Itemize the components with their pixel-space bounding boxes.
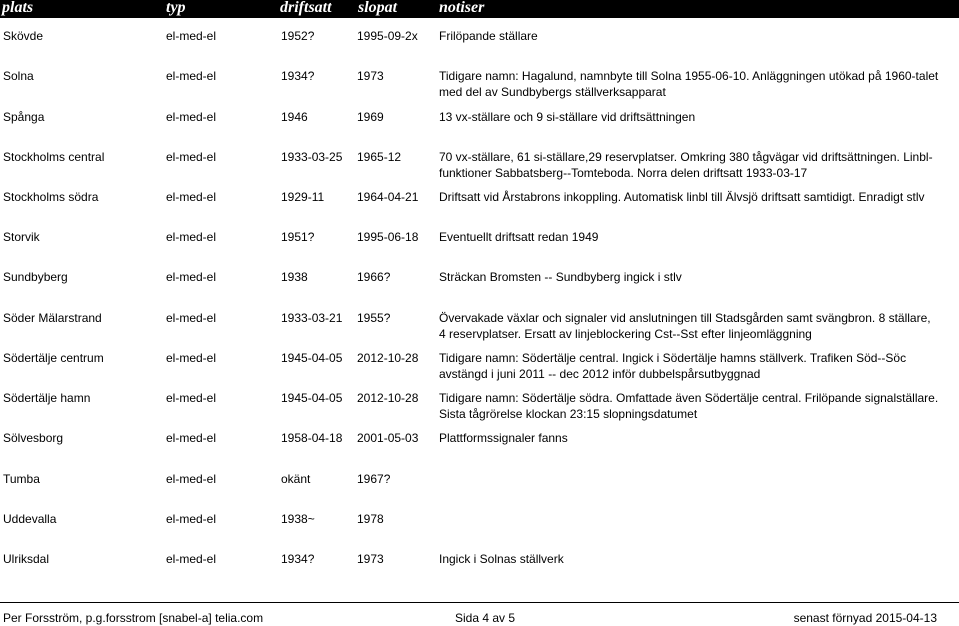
cell-slopat: 1973 bbox=[357, 69, 384, 83]
cell-driftsatt: 1929-11 bbox=[281, 190, 325, 204]
cell-slopat: 1978 bbox=[357, 512, 384, 526]
cell-plats: Skövde bbox=[3, 29, 44, 43]
cell-driftsatt: 1934? bbox=[281, 552, 315, 566]
cell-driftsatt: 1933-03-25 bbox=[281, 150, 343, 164]
footer-updated-date: senast förnyad 2015-04-13 bbox=[793, 611, 937, 625]
cell-notiser: Plattformssignaler fanns bbox=[439, 431, 568, 445]
cell-notiser: Tidigare namn: Södertälje central. Ingick i Södertälje hamns ställverk. Trafiken Söd--Söc avstängd i juni 2011 -- dec 2012 inför dubbelspårsutbyggnad bbox=[439, 351, 907, 381]
cell-slopat: 1965-12 bbox=[357, 150, 402, 164]
cell-plats: Sundbyberg bbox=[3, 270, 68, 284]
cell-notiser: Ingick i Solnas ställverk bbox=[439, 552, 564, 566]
header-driftsatt: driftsatt bbox=[280, 0, 332, 16]
cell-driftsatt: 1933-03-21 bbox=[281, 311, 343, 325]
cell-plats: Storvik bbox=[3, 230, 40, 244]
cell-typ: el-med-el bbox=[166, 351, 217, 365]
cell-slopat: 2001-05-03 bbox=[357, 431, 419, 445]
cell-plats: Södertälje hamn bbox=[3, 391, 91, 405]
cell-typ: el-med-el bbox=[166, 512, 217, 526]
cell-driftsatt: 1945-04-05 bbox=[281, 351, 343, 365]
cell-plats: Spånga bbox=[3, 110, 45, 124]
cell-slopat: 1955? bbox=[357, 311, 391, 325]
cell-slopat: 1995-09-2x bbox=[357, 29, 418, 43]
footer-author: Per Forsström, p.g.forsstrom [snabel-a] telia.com bbox=[3, 611, 264, 625]
cell-typ: el-med-el bbox=[166, 431, 217, 445]
cell-typ: el-med-el bbox=[166, 150, 217, 164]
table-header bbox=[0, 0, 959, 18]
cell-typ: el-med-el bbox=[166, 29, 217, 43]
cell-slopat: 1966? bbox=[357, 270, 391, 284]
cell-slopat: 2012-10-28 bbox=[357, 391, 419, 405]
cell-notiser: Tidigare namn: Södertälje södra. Omfattade även Södertälje central. Frilöpande signalställare. Sista tågrörelse klockan 23:15 slopningsdatumet bbox=[439, 391, 939, 421]
cell-typ: el-med-el bbox=[166, 230, 217, 244]
cell-typ: el-med-el bbox=[166, 472, 217, 486]
cell-driftsatt: 1952? bbox=[281, 29, 315, 43]
cell-notiser: Eventuellt driftsatt redan 1949 bbox=[439, 230, 599, 244]
cell-slopat: 1995-06-18 bbox=[357, 230, 419, 244]
cell-typ: el-med-el bbox=[166, 270, 217, 284]
cell-plats: Söder Mälarstrand bbox=[3, 311, 102, 325]
cell-plats: Sölvesborg bbox=[3, 431, 64, 445]
cell-typ: el-med-el bbox=[166, 190, 217, 204]
cell-slopat: 2012-10-28 bbox=[357, 351, 419, 365]
header-notiser: notiser bbox=[439, 0, 485, 16]
cell-notiser: Sträckan Bromsten -- Sundbyberg ingick i stlv bbox=[439, 270, 682, 284]
cell-driftsatt: 1946 bbox=[281, 110, 308, 124]
cell-driftsatt: 1945-04-05 bbox=[281, 391, 343, 405]
cell-notiser: Driftsatt vid Årstabrons inkoppling. Automatisk linbl till Älvsjö driftsatt samtidigt. Enradigt stlv bbox=[439, 190, 925, 204]
cell-plats: Tumba bbox=[3, 472, 40, 486]
cell-slopat: 1973 bbox=[357, 552, 384, 566]
footer-page-number: Sida 4 av 5 bbox=[455, 611, 516, 625]
cell-typ: el-med-el bbox=[166, 391, 217, 405]
cell-slopat: 1967? bbox=[357, 472, 391, 486]
cell-typ: el-med-el bbox=[166, 552, 217, 566]
header-slopat: slopat bbox=[358, 0, 398, 16]
cell-typ: el-med-el bbox=[166, 110, 217, 124]
cell-driftsatt: 1938~ bbox=[281, 512, 315, 526]
cell-plats: Stockholms södra bbox=[3, 190, 99, 204]
cell-typ: el-med-el bbox=[166, 69, 217, 83]
cell-slopat: 1969 bbox=[357, 110, 384, 124]
cell-plats: Solna bbox=[3, 69, 34, 83]
cell-notiser: Övervakade växlar och signaler vid anslutningen till Stadsgården samt svängbron. 8 ställare, 4 reservplatser. Ersatt av linjeblockering Cst--Sst efter linjeomläggning bbox=[439, 311, 931, 341]
cell-notiser: 13 vx-ställare och 9 si-ställare vid driftsättningen bbox=[439, 110, 696, 124]
cell-driftsatt: 1951? bbox=[281, 230, 315, 244]
cell-plats: Uddevalla bbox=[3, 512, 57, 526]
header-typ: typ bbox=[166, 0, 186, 16]
cell-driftsatt: okänt bbox=[281, 472, 311, 486]
cell-notiser: 70 vx-ställare, 61 si-ställare,29 reservplatser. Omkring 380 tågvägar vid driftsättningen. Linbl-funktioner Sabbatsberg--Tomteboda. Norra delen driftsatt 1933-03-17 bbox=[439, 150, 933, 180]
cell-plats: Ulriksdal bbox=[3, 552, 50, 566]
cell-slopat: 1964-04-21 bbox=[357, 190, 419, 204]
cell-driftsatt: 1938 bbox=[281, 270, 308, 284]
cell-typ: el-med-el bbox=[166, 311, 217, 325]
cell-driftsatt: 1958-04-18 bbox=[281, 431, 343, 445]
header-plats: plats bbox=[2, 0, 34, 16]
cell-notiser: Frilöpande ställare bbox=[439, 29, 538, 43]
cell-plats: Stockholms central bbox=[3, 150, 105, 164]
cell-notiser: Tidigare namn: Hagalund, namnbyte till Solna 1955-06-10. Anläggningen utökad på 1960-talet med del av Sundbybergs ställverksapparat bbox=[439, 69, 939, 99]
cell-plats: Södertälje centrum bbox=[3, 351, 104, 365]
cell-driftsatt: 1934? bbox=[281, 69, 315, 83]
footer-divider bbox=[0, 602, 959, 603]
